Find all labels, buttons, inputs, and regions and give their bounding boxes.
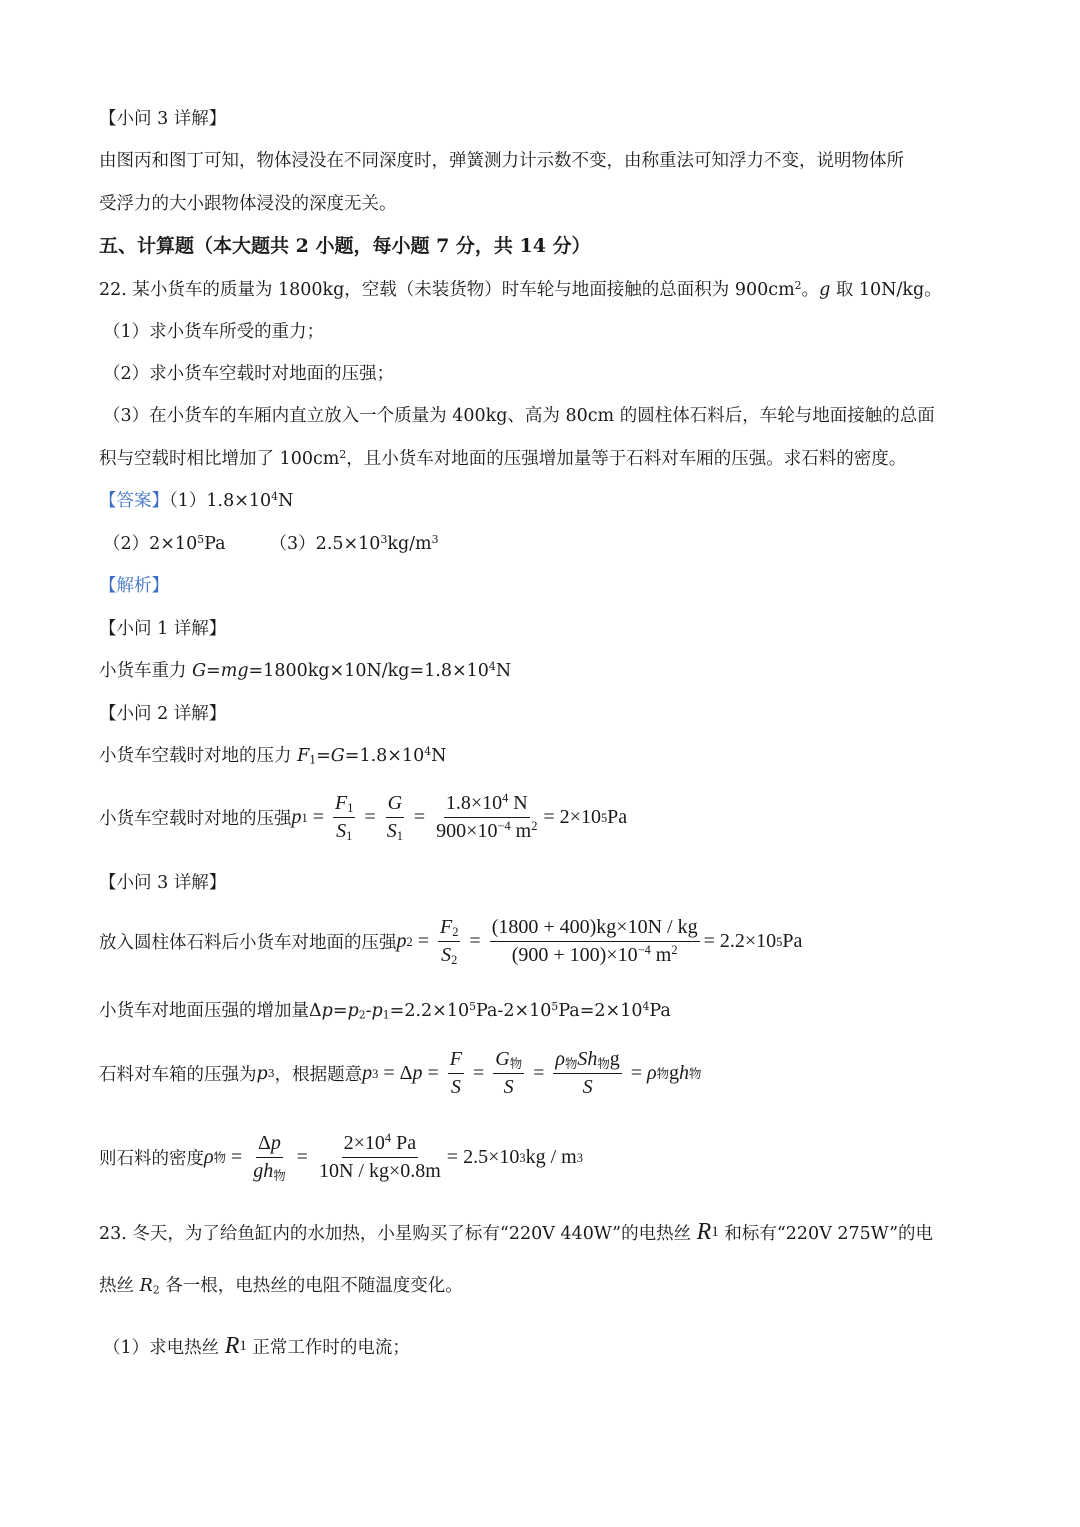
q22-part2: （2）求小货车空载时对地面的压强； bbox=[103, 364, 395, 384]
analysis-tag: 【解析】 bbox=[99, 576, 169, 596]
sub3-density-equation: 则石料的密度 ρ 物 = $\frac{\Delta p}{gh_物}$ = $\frac{2\times 10^4 Pa}{10N / kg\times 0.8m}$ = 2.5×10 3 kg / m 3 bbox=[99, 1131, 583, 1184]
q22-stem: 22. 某小货车的质量为 1800kg，空载（未装货物）时车轮与地面接触的总面积为 $900cm^2$。g 取 10N/kg。 bbox=[99, 279, 942, 300]
sub3-prev-line1: 由图丙和图丁可知，物体浸没在不同深度时，弹簧测力计示数不变，由称重法可知浮力不变，说明物体所 bbox=[99, 151, 904, 171]
sub3-prev-heading: 【小问 3 详解】 bbox=[99, 109, 227, 129]
answer-tag: 【答案】 bbox=[99, 491, 169, 511]
q23-part1: （1）求电热丝 R 1 正常工作时的电流； bbox=[103, 1333, 410, 1359]
section-heading: 五、计算题（本大题共 2 小题，每小题 7 分，共 14 分） bbox=[99, 235, 591, 257]
q23-line2: 热丝 $R_2$ 各一根，电热丝的电阻不随温度变化。 bbox=[99, 1276, 463, 1297]
sub1-line: 小货车重力 $G=mg=1800kg\times 10N/kg=1.8\times 10^4N$ bbox=[99, 660, 512, 681]
sub1-heading: 【小问 1 详解】 bbox=[99, 619, 227, 639]
sub3-stone-pressure-equation: 石料对车箱的压强为 p 3 ，根据题意 p 3 = Δ p = $\frac{F}{S}$ = $\frac{G_物}{S}$ = $\frac{\rho_物Sh_物g}{S}$ = ρ 物 g h 物 bbox=[99, 1048, 702, 1098]
sub2-pressure-equation: 小货车空载时对地的压强 p 1 = $\frac{F_1}{S_1}$ = $\frac{G}{S_1}$ = $\frac{1.8\times 10^4 N}{900\times 10^{-4} m^2}$ = 2×10 5 Pa bbox=[99, 791, 628, 844]
sub3-increase-line: 小货车对地面压强的增加量$\Delta p=p_2-p_1=2.2\times 10^5Pa-2\times 10^5Pa=2\times 10^4Pa$ bbox=[99, 1000, 671, 1022]
q23-line1: 23. 冬天，为了给鱼缸内的水加热，小星购买了标有“220V 440W”的电热丝 R 1 和标有“220V 275W”的电 bbox=[99, 1219, 934, 1245]
sub2-heading: 【小问 2 详解】 bbox=[99, 704, 227, 724]
sub3-heading: 【小问 3 详解】 bbox=[99, 873, 227, 893]
answer-line1: 【答案】$(1)1.8\times 10^4N$ bbox=[99, 490, 294, 511]
sub3-pressure-equation: 放入圆柱体石料后小货车对地面的压强 p 2 = $\frac{F_2}{S_2}$ = $\frac{(1800 + 400)kg\times 10N / kg}{(900 + 100)\times 10^{-4} m^2}$ = 2.2×10 5 Pa bbox=[99, 916, 803, 968]
answer-line2: $(2)2\times 10^5Pa$ $(3)2.5\times 10^3kg/m^3$ bbox=[103, 533, 439, 554]
q22-part3-line1: （3）在小货车的车厢内直立放入一个质量为 400kg、高为 80cm 的圆柱体石料后，车轮与地面接触的总面 bbox=[103, 406, 935, 426]
sub3-prev-line2: 受浮力的大小跟物体浸没的深度无关。 bbox=[99, 194, 397, 214]
q22-part3-line2: 积与空载时相比增加了 $100cm^2$，且小货车对地面的压强增加量等于石料对车厢的压强。求石料的密度。 bbox=[99, 448, 907, 469]
sub2-line1: 小货车空载时对地的压力 $F_1=G=1.8\times 10^4N$ bbox=[99, 745, 447, 767]
q22-part1: （1）求小货车所受的重力； bbox=[103, 322, 325, 342]
